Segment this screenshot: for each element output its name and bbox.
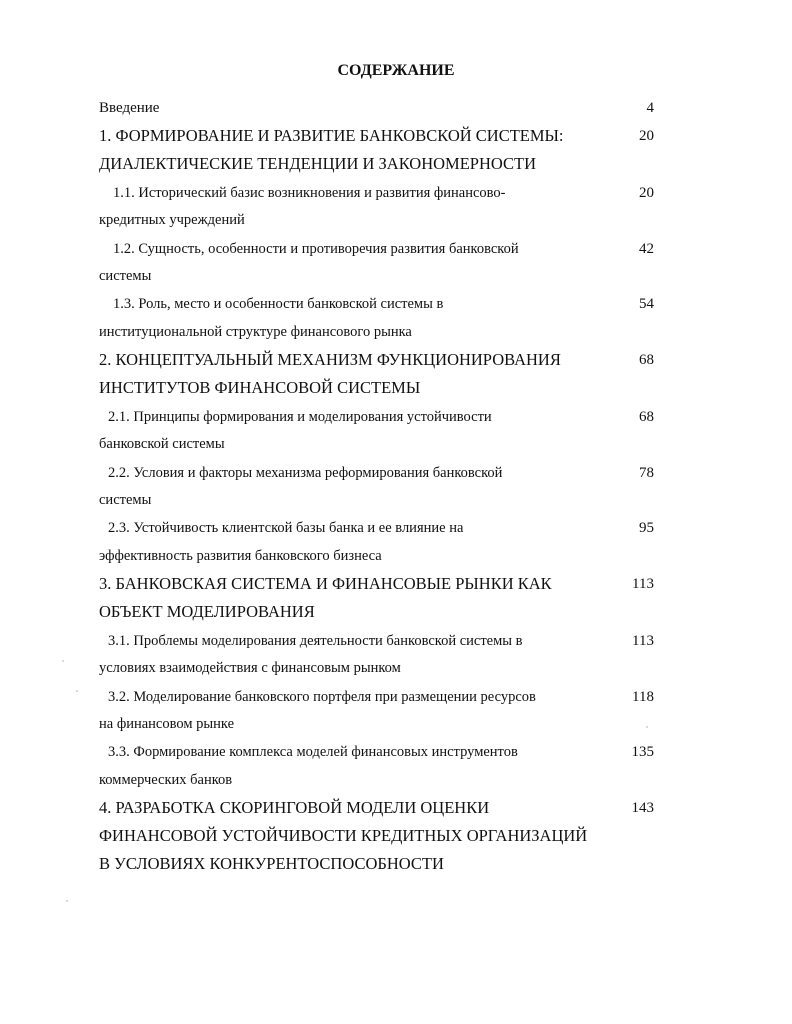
toc-section-3-2: на финансовом рынке (99, 716, 235, 732)
toc-chapter-3: 3. БАНКОВСКАЯ СИСТЕМА И ФИНАНСОВЫЕ РЫНКИ КАК (99, 574, 552, 593)
toc-section-2-2: 2.2. Условия и факторы механизма реформирования банковской (108, 465, 503, 481)
toc-page-number: 143 (631, 800, 654, 816)
toc-section-2-3: эффективность развития банковского бизнеса (99, 548, 382, 564)
toc-page-number: 20 (639, 128, 654, 144)
toc-section-3-3: коммерческих банков (99, 772, 233, 788)
page-title: СОДЕРЖАНИЕ (337, 62, 455, 79)
toc-page-number: 95 (639, 520, 654, 536)
toc-page-number: 78 (639, 465, 654, 481)
toc-chapter-1: 1. ФОРМИРОВАНИЕ И РАЗВИТИЕ БАНКОВСКОЙ СИСТЕМЫ: (99, 126, 564, 145)
toc-chapter-4: ФИНАНСОВОЙ УСТОЙЧИВОСТИ КРЕДИТНЫХ ОРГАНИЗАЦИЙ (99, 826, 588, 845)
toc-section-2-2: системы (99, 492, 152, 508)
toc-chapter-2: 2. КОНЦЕПТУАЛЬНЫЙ МЕХАНИЗМ ФУНКЦИОНИРОВАНИЯ (99, 350, 561, 369)
toc-section-3-1: условиях взаимодействия с финансовым рынком (99, 660, 401, 676)
toc-section-1-2: 1.2. Сущность, особенности и противоречия развития банковской (113, 241, 519, 257)
toc-section-3-3: 3.3. Формирование комплекса моделей финансовых инструментов (108, 744, 518, 760)
toc-section-1-1: 1.1. Исторический базис возникновения и развития финансово- (113, 185, 506, 201)
toc-page-number: 54 (639, 296, 654, 312)
toc-section-1-1: кредитных учреждений (99, 212, 245, 228)
scan-speck (646, 726, 648, 728)
toc-entry-intro: Введение (99, 100, 160, 116)
toc-section-1-3: институциональной структуре финансового рынка (99, 324, 412, 340)
scan-speck (66, 900, 68, 902)
toc-section-1-2: системы (99, 268, 152, 284)
toc-page-number: 113 (632, 633, 654, 649)
toc-page-number: 135 (631, 744, 654, 760)
toc-chapter-3: ОБЪЕКТ МОДЕЛИРОВАНИЯ (99, 602, 315, 621)
toc-section-2-1: 2.1. Принципы формирования и моделирования устойчивости (108, 409, 492, 425)
scan-speck (76, 690, 78, 692)
toc-section-1-3: 1.3. Роль, место и особенности банковской системы в (113, 296, 444, 312)
toc-chapter-2: ИНСТИТУТОВ ФИНАНСОВОЙ СИСТЕМЫ (99, 378, 421, 397)
toc-chapter-1: ДИАЛЕКТИЧЕСКИЕ ТЕНДЕНЦИИ И ЗАКОНОМЕРНОСТИ (99, 154, 537, 173)
toc-page-number: 118 (632, 689, 654, 705)
scan-speck (62, 660, 64, 662)
toc-page-number: 113 (632, 576, 654, 592)
toc-page-number: 68 (639, 352, 654, 368)
toc-page-number: 20 (639, 185, 654, 201)
toc-section-2-3: 2.3. Устойчивость клиентской базы банка и ее влияние на (108, 520, 464, 536)
toc-section-3-1: 3.1. Проблемы моделирования деятельности банковской системы в (108, 633, 523, 649)
toc-section-2-1: банковской системы (99, 436, 225, 452)
toc-chapter-4: В УСЛОВИЯХ КОНКУРЕНТОСПОСОБНОСТИ (99, 854, 444, 873)
toc-section-3-2: 3.2. Моделирование банковского портфеля при размещении ресурсов (108, 689, 536, 705)
toc-page-number: 4 (646, 100, 654, 116)
toc-chapter-4: 4. РАЗРАБОТКА СКОРИНГОВОЙ МОДЕЛИ ОЦЕНКИ (99, 798, 490, 817)
toc-page-number: 68 (639, 409, 654, 425)
toc-page-number: 42 (639, 241, 654, 257)
